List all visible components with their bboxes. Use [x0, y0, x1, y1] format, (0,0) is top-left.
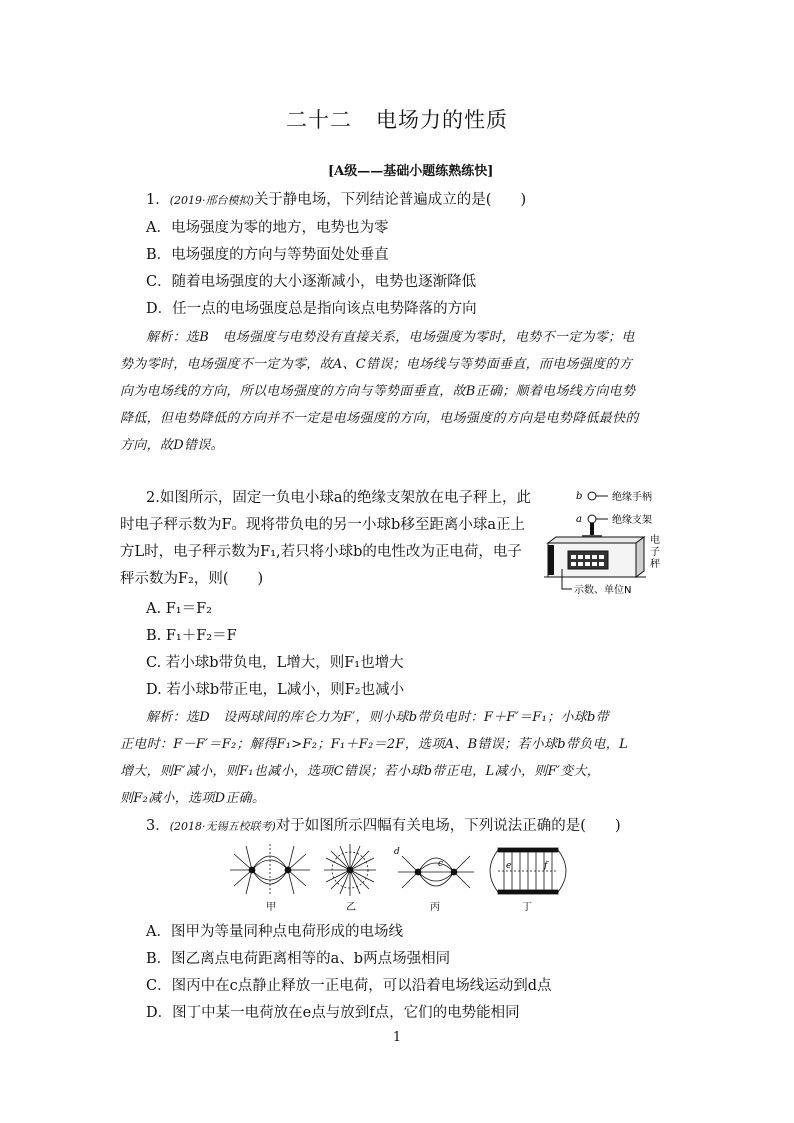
fig-label-a: a	[576, 514, 582, 525]
title-text: 电场力的性质	[376, 108, 508, 132]
q2-option-a: A. F₁＝F₂	[146, 601, 212, 617]
scale-display	[568, 551, 608, 569]
q1-option-c: C．随着电场强度的大小逐渐减小，电势也逐渐降低	[146, 274, 477, 290]
scale-left-edge	[548, 545, 554, 575]
q3-option-a: A．图甲为等量同种点电荷形成的电场线	[146, 924, 403, 940]
q2-stem-line4: 秤示数为F₂，则( )	[120, 571, 264, 587]
q1-explanation-line5: 方向，故D错误。	[120, 438, 224, 453]
q3-option-c: C．图丙中在c点静止释放一正电荷，可以沿着电场线运动到d点	[146, 978, 552, 994]
q2-stem-line3: 方L时，电子秤示数为F₁,若只将小球b的电性改为正电荷，电子	[120, 544, 522, 560]
section-heading: [A级——基础小题练熟练快]	[328, 164, 494, 179]
q1-explanation-line1: 解析：选B 电场强度与电势没有直接关系，电场强度为零时，电势不一定为零；电	[146, 330, 635, 345]
label-ding: 丁	[522, 902, 532, 913]
q2-explanation-line2: 正电时：F－F′＝F₂；解得F₁>F₂；F₁＋F₂＝2F，选项A、B错误；若小球b带负电，L	[120, 737, 629, 752]
label-e: e	[506, 861, 512, 871]
q1-stem	[146, 188, 526, 209]
q3-text: 对于如图所示四幅有关电场，下列说法正确的是( )	[275, 818, 621, 834]
q1-explanation-line3: 向为电场线的方向，所以电场强度的方向与等势面垂直，故B正确；顺着电场线方向电势	[120, 384, 636, 399]
field-jia	[230, 844, 310, 896]
title-number: 二十二	[286, 108, 352, 132]
label-bing: 丙	[430, 902, 440, 913]
page-number: 1	[392, 1030, 402, 1045]
fig-label-b: b	[576, 491, 583, 502]
q1-option-a: A．电场强度为零的地方，电势也为零	[146, 220, 389, 236]
q2-option-d: D. 若小球b带正电，L减小，则F₂也减小	[146, 682, 405, 698]
scale-top	[548, 537, 644, 543]
q2-option-c: C. 若小球b带负电，L增大，则F₁也增大	[146, 655, 404, 671]
field-ding	[490, 848, 566, 894]
label-jia: 甲	[266, 902, 276, 913]
fig-label-support: 绝缘支架	[612, 515, 652, 526]
q2-option-b: B. F₁＋F₂＝F	[146, 628, 237, 644]
scale-side	[636, 537, 644, 577]
q1-explanation-line2: 势为零时，电场强度不一定为零，故A、C错误；电场线与等势面垂直，而电场强度的方	[120, 357, 633, 372]
fig-label-reading: 示数、单位N	[574, 585, 632, 596]
q1-number: 1．	[146, 192, 170, 208]
q2-stem-line2: 时电子秤示数为F。现将带负电的另一小球b移至距离小球a正上	[120, 517, 525, 533]
fig-label-scale-3: 秤	[650, 559, 660, 570]
q1-option-b: B．电场强度的方向与等势面处处垂直	[146, 247, 389, 263]
q2-explanation-line3: 增大，则F′减小，则F₁也减小，选项C错误；若小球b带正电，L减小，则F′变大，	[120, 764, 601, 779]
label-c: c	[438, 859, 444, 869]
label-yi: 乙	[346, 902, 356, 913]
label-d: d	[394, 847, 400, 857]
q1-explanation-line4: 降低，但电势降低的方向并不一定是电场强度的方向，电场强度的方向是电势降低最快的	[120, 411, 639, 426]
fig-label-scale-2: 子	[650, 547, 660, 558]
electronic-scale-figure	[540, 485, 700, 600]
q1-source: (2019·邢台模拟)	[169, 194, 254, 207]
q2-explanation-line1: 解析：选D 设两球间的库仑力为F′，则小球b带负电时：F＋F′＝F₁；小球b带	[146, 710, 609, 725]
q1-option-d: D．任一点的电场强度总是指向该点电势降落的方向	[146, 301, 477, 317]
q1-text: 关于静电场，下列结论普遍成立的是( )	[253, 192, 527, 208]
electric-field-figures	[226, 840, 586, 915]
fig-label-handle: 绝缘手柄	[612, 492, 652, 503]
field-bing	[398, 856, 474, 888]
ball-a	[588, 515, 596, 523]
fig-label-scale-1: 电	[650, 535, 660, 546]
label-f: f	[544, 861, 548, 871]
ball-b	[588, 492, 596, 500]
q3-number: 3．	[146, 818, 170, 834]
q3-stem	[146, 814, 621, 835]
q2-explanation-line4: 则F₂减小，选项D正确。	[120, 791, 266, 806]
field-yi	[324, 844, 376, 896]
q2-stem-line1: 2.如图所示，固定一负电小球a的绝缘支架放在电子秤上，此	[146, 490, 531, 506]
q3-option-d: D．图丁中某一电荷放在e点与放到f点，它们的电势能相同	[146, 1005, 520, 1021]
page-title	[0, 104, 794, 134]
q3-option-b: B．图乙离点电荷距离相等的a、b两点场强相同	[146, 951, 451, 967]
q3-source: (2018·无锡五校联考)	[169, 820, 276, 833]
